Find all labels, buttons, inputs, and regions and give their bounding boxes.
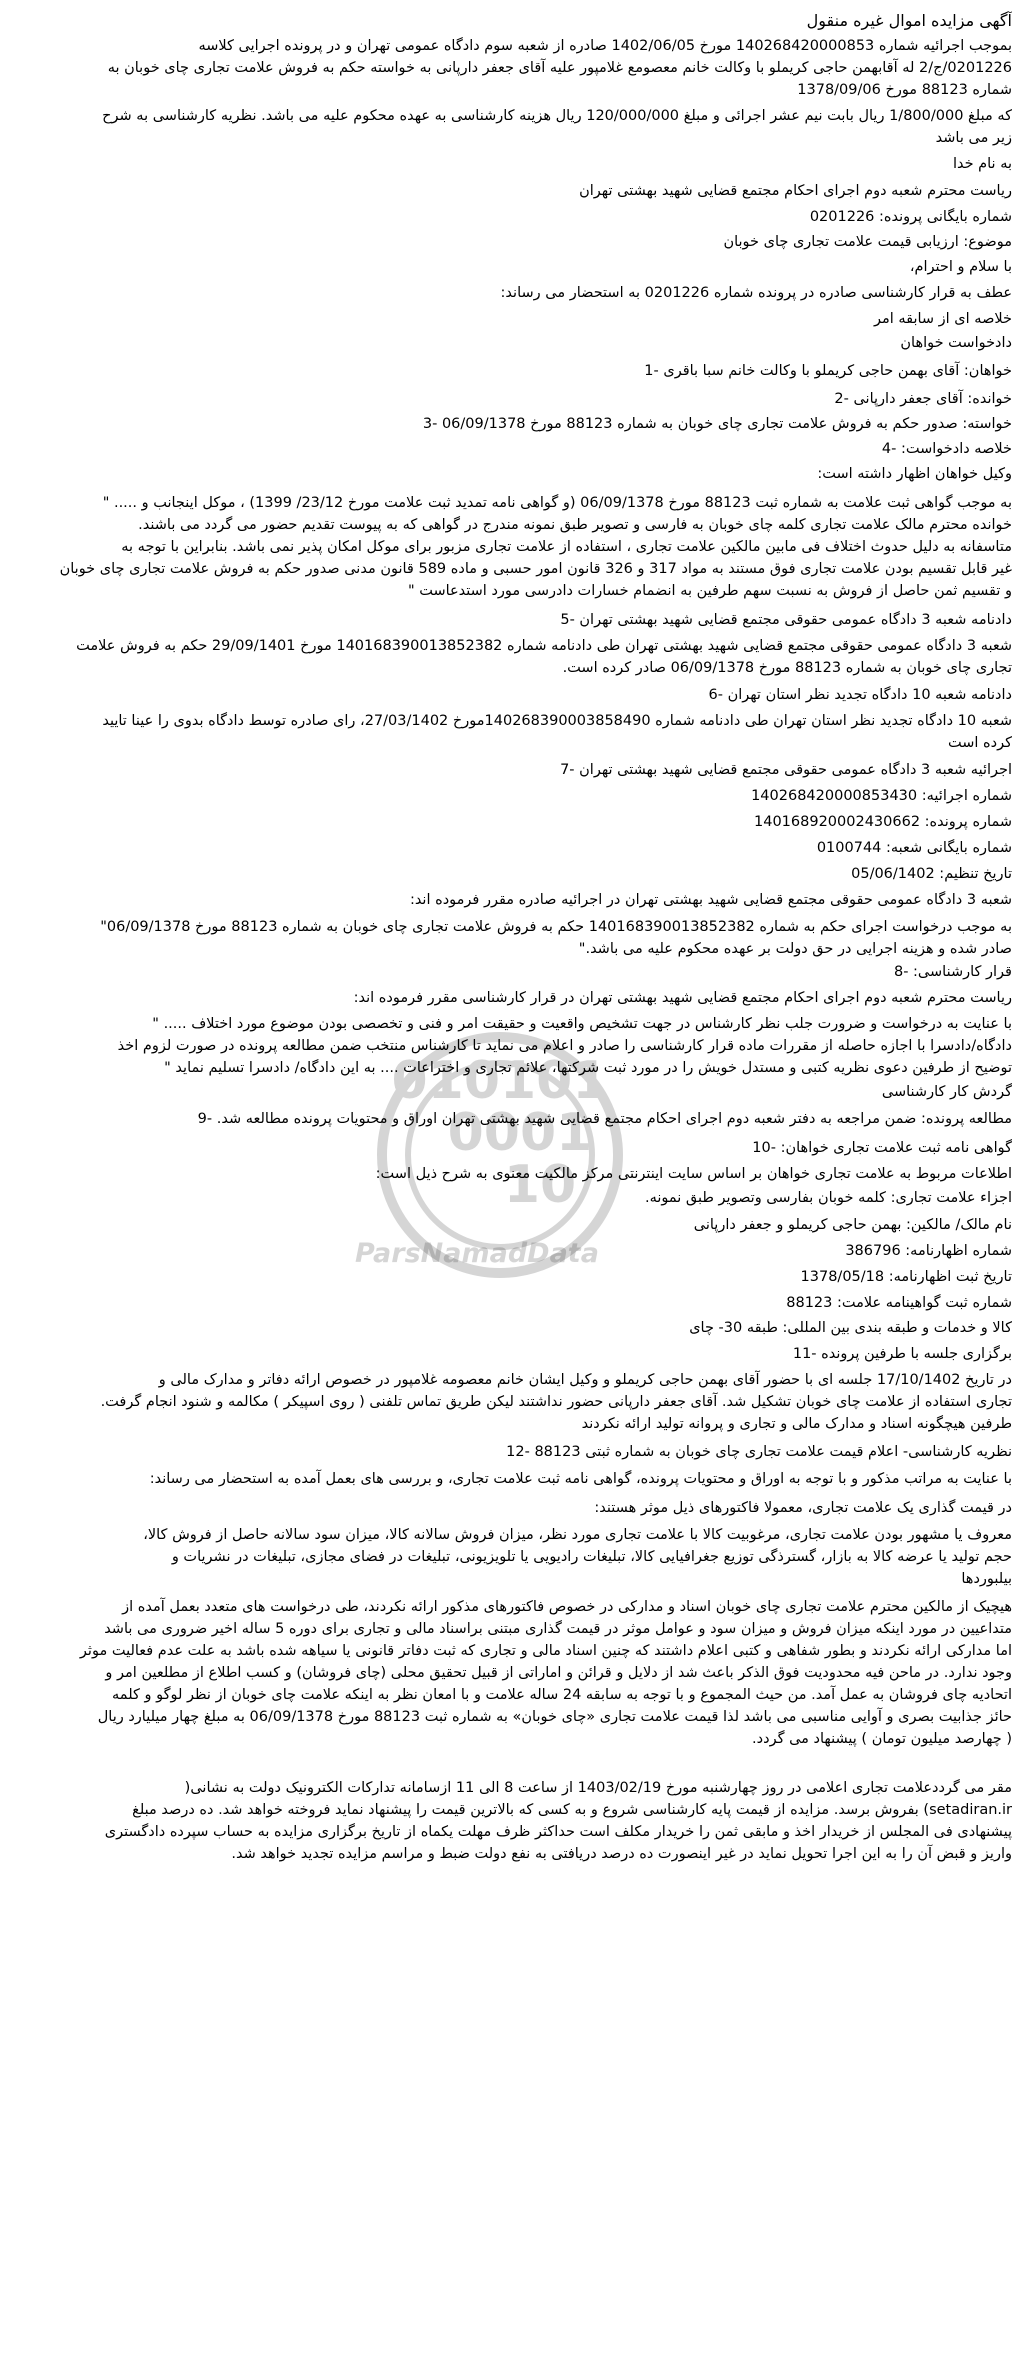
text-line: گردش کار کارشناسی [881, 1084, 1012, 1100]
text-line: دادگاه/دادسرا با اجازه حاصله از مقررات ماده قرار کارشناسی را صادر و اعلام می نماید تا کارشناس منتخب ضمن مطالعه پرونده در صورت لزوم اخذ [117, 1038, 1012, 1054]
text-line: خواسته: صدور حکم به فروش علامت تجاری چای خوبان به شماره 88123 مورخ 06/09/1378 -3 [422, 416, 1012, 432]
text-line: واریز و قبض آن را به این اجرا تحویل نماید در غیر اینصورت ده درصد دریافتی به نفع دولت ضبط و مراسم مزایده تجدید خواهد شد. [231, 1846, 1012, 1862]
text-line: مطالعه پرونده: ضمن مراجعه به دفتر شعبه دوم اجرای احکام مجتمع قضایی شهید بهشتی تهران اوراق و محتویات پرونده مطالعه شد. -9 [197, 1111, 1012, 1127]
text-line: 0201226/ج/2 له آقابهمن حاجی کریملو با وکالت خانم معصومع غلامپور علیه آقای جعفر دارپانی به خواسته حکم به فروش علامت تجاری چای خوبان به [107, 60, 1012, 76]
text-line: برگزاری جلسه با طرفین پرونده -11 [792, 1346, 1012, 1362]
text-line: دادنامه شعبه 3 دادگاه عمومی حقوقی مجتمع قضایی شهید بهشتی تهران -5 [560, 612, 1012, 628]
text-line: نظریه کارشناسی- اعلام قیمت علامت تجاری چای خوبان به شماره ثبتی 88123 -12 [506, 1444, 1012, 1460]
text-line: تجاری چای خوبان به شماره 88123 مورخ 06/09/1378 صادر کرده است. [562, 660, 1012, 676]
text-line: اجرائیه شعبه 3 دادگاه عمومی حقوقی مجتمع قضایی شهید بهشتی تهران -7 [560, 762, 1012, 778]
text-line: دادخواست خواهان [900, 335, 1012, 351]
text-line: بموجب اجرائیه شماره 140268420000853 مورخ 1402/06/05 صادره از شعبه سوم دادگاه عمومی تهران و در پرونده اجرایی کلاسه [198, 38, 1012, 54]
text-line: ریاست محترم شعبه دوم اجرای احکام مجتمع قضایی شهید بهشتی تهران در قرار کارشناسی مقرر فرموده اند: [353, 990, 1012, 1006]
text-line: توضیح از طرفین دعوی نظریه کتبی و مستدل خویش را در مورد ثبت شرکتها، علائم تجاری و اختراعات .... به این دادگاه/ دادسرا تسلیم نماید " [164, 1060, 1012, 1076]
text-line: با سلام و احترام، [909, 259, 1012, 275]
text-line: متاسفانه به دلیل حدوث اختلاف فی مابین مالکین علامت تجاری ، استفاده از علامت تجاری مزبور برای موکل امکان پذیر نمی باشد. بنابراین با توجه به [121, 539, 1012, 555]
text-line: موضوع: ارزیابی قیمت علامت تجاری چای خوبان [723, 234, 1012, 250]
text-line: عطف به قرار کارشناسی صادره در پرونده شماره 0201226 به استحضار می رساند: [500, 285, 1012, 301]
text-line: تجاری استفاده از علامت چای خوبان تشکیل شد. آقای جعفر دارپانی حضور نداشتند لیکن طریق تماس تلفنی ( روی اسپیکر ) مکالمه و شنود انجام گرفت. [100, 1394, 1012, 1410]
document-title: آگهی مزایده اموال غیره منقول [806, 11, 1012, 30]
text-line: شماره 88123 مورخ 1378/09/06 [797, 82, 1012, 98]
text-line: شعبه 3 دادگاه عمومی حقوقی مجتمع قضایی شهید بهشتی تهران در اجرائیه صادره مقرر فرموده اند: [409, 892, 1012, 908]
text-line: خلاصه دادخواست: -4 [881, 441, 1012, 457]
text-line: هیچیک از مالکین محترم علامت تجاری چای خوبان اسناد و مدارکی در خصوص فاکتورهای مذکور ارائه نکردند، طی درخواست های متعدد بعمل آمده از [122, 1599, 1012, 1615]
text-line: قرار کارشناسی: -8 [893, 964, 1012, 980]
text-line: که مبلغ 1/800/000 ریال بابت نیم عشر اجرائی و مبلغ 120/000/000 ریال هزینه کارشناسی به عهده محکوم علیه می باشد. نظریه کارشناسی به شرح [102, 108, 1012, 124]
text-line: حائز جذابیت بصری و آوایی مناسبی می باشد لذا قیمت علامت تجاری «چای خوبان» به شماره ثبت 88123 مورخ 06/09/1378 به مبلغ چهار میلیارد ریال [97, 1709, 1012, 1725]
text-line: اطلاعات مربوط به علامت تجاری خواهان بر اساس سایت اینترنتی مرکز مالکیت معنوی به شرح ذیل است: [375, 1166, 1012, 1182]
text-line: تاریخ تنظیم: 05/06/1402 [851, 866, 1012, 882]
text-line: شماره ثبت گواهینامه علامت: 88123 [786, 1295, 1012, 1311]
watermark-brand: ParsNamadData [355, 1238, 599, 1269]
text-line: ( چهارصد میلیون تومان ) پیشنهاد می گردد. [752, 1731, 1012, 1747]
text-line: خوانده محترم مالک علامت تجاری کلمه چای خوبان به فارسی و تصویر طبق نمونه مندرج در گواهی که به پیوست تقدیم حضور می گردد می باشند. [138, 517, 1012, 533]
text-line: دادنامه شعبه 10 دادگاه تجدید نظر استان تهران -6 [708, 687, 1012, 703]
text-line: اما مدارکی ارائه نکردند و بطور شفاهی و کتبی اعلام داشتند که چنین اسناد مالی و تجاری که ثبت دفاتر قانونی یا سیاهه شده باشد به علت عدم فعالیت موثر [79, 1643, 1012, 1659]
text-line: setadiran.ir) بفروش برسد. مزایده از قیمت پایه کارشناسی شروع و به کسی که بالاترین قیمت را پیشنهاد نماید فروخته خواهد شد. ده درصد مبلغ [132, 1802, 1012, 1818]
text-line: غیر قابل تقسیم بودن علامت تجاری فوق مستند به مواد 317 و 326 قانون امور حسبی و ماده 589 قانون مدنی صدور حکم به فروش علامت تجاری چای خوبان [59, 561, 1012, 577]
text-line: شماره اجرائیه: 140268420000853430 [751, 788, 1012, 804]
text-line: مقر می گرددعلامت تجاری اعلامی در روز چهارشنبه مورخ 1403/02/19 از ساعت 8 الی 11 ازسامانه تدارکات الکترونیک دولت به نشانی( [184, 1780, 1012, 1796]
text-line: به موجب گواهی ثبت علامت به شماره ثبت 88123 مورخ 06/09/1378 (و گواهی نامه تمدید ثبت علامت مورخ 23/12/ 1399) ، موکل اینجانب و ..... " [102, 495, 1012, 511]
text-line: نام مالک/ مالکین: بهمن حاجی کریملو و جعفر دارپانی [693, 1217, 1012, 1233]
text-line: معروف یا مشهور بودن علامت تجاری، مرغوبیت کالا با علامت تجاری مورد نظر، میزان فروش سالانه کالا، میزان سود سالانه حاصل از فروش کالا، [143, 1527, 1012, 1543]
text-line: حجم تولید یا عرضه کالا به بازار، گسترذگی توزیع جغرافیایی کالا، تبلیغات رادیویی یا تلویزیونی، تبلیغات در فضای مجازی، تبلیغات در نشریات و [171, 1549, 1012, 1565]
text-line: بیلبوردها [961, 1571, 1012, 1587]
text-line: اجزاء علامت تجاری: کلمه خوبان بفارسی وتصویر طبق نمونه. [645, 1190, 1012, 1206]
text-line: شماره بایگانی پرونده: 0201226 [809, 209, 1012, 225]
text-line: به نام خدا [952, 156, 1012, 172]
text-line: در قیمت گذاری یک علامت تجاری، معمولا فاکتورهای ذیل موثر هستند: [594, 1500, 1012, 1516]
text-line: شماره پرونده: 140168920002430662 [754, 814, 1012, 830]
text-line: به موجب درخواست اجرای حکم به شماره 140168390013852382 حکم به فروش علامت تجاری چای خوبان به شماره 88123 مورخ 06/09/1378" [100, 919, 1012, 935]
text-line: وکیل خواهان اظهار داشته است: [817, 466, 1012, 482]
watermark-digits-1: 010101 [391, 1051, 609, 1111]
text-line: کالا و خدمات و طبقه بندی بین المللی: طبقه 30- چای [689, 1320, 1012, 1336]
text-line: شعبه 10 دادگاه تجدید نظر استان تهران طی دادنامه شماره 140268390003858490مورخ 27/03/1402، رای صادره توسط دادگاه بدوی را عینا تایید [102, 713, 1012, 729]
text-line: اتحادیه چای فروشان به عمل آمد. من حیث المجموع و با توجه به سابقه 24 ساله علامت و با امعان نظر به اینکه علامت چای خوبان از نظر لوگو و کلمه [112, 1687, 1012, 1703]
watermark-digits-3: 10 [503, 1155, 577, 1215]
text-line: خواهان: آقای بهمن حاجی کریملو با وکالت خانم سبا باقری -1 [644, 363, 1012, 379]
text-line: متداعیین در مورد اینکه میزان فروش و میزان سود و عوامل موثر در قیمت گذاری مبتنی براسناد مالی و تجاری برای دوره 5 ساله اخیر ضروری می باشد [104, 1621, 1012, 1637]
text-line: زیر می باشد [935, 130, 1012, 146]
text-line: طرفین هیچگونه اسناد و مدارک مالی و تجاری و پروانه تولید ارائه نکردند [581, 1416, 1012, 1432]
text-line: کرده است [948, 735, 1012, 751]
watermark-digits-2: 0001 [447, 1103, 593, 1163]
text-line: وجود ندارد. در ماحن فیه محدودیت فوق الذکر باعث شد از دلایل و قرائن و اماراتی از قبیل تحقیق محلی (چای فروشان) و کسب اطلاع از مطلعین امر و [105, 1665, 1012, 1681]
text-line: شعبه 3 دادگاه عمومی حقوقی مجتمع قضایی شهید بهشتی تهران طی دادنامه شماره 140168390013852382 مورخ 29/09/1401 حکم به فروش علامت [76, 638, 1012, 654]
text-line: شماره بایگانی شعبه: 0100744 [816, 840, 1012, 856]
text-line: با عنایت به مراتب مذکور و با توجه به اوراق و محتویات پرونده، گواهی نامه ثبت علامت تجاری، و بررسی های بعمل آمده به استحضار می رساند: [149, 1471, 1012, 1487]
text-line: ریاست محترم شعبه دوم اجرای احکام مجتمع قضایی شهید بهشتی تهران [579, 183, 1012, 199]
text-line: شماره اظهارنامه: 386796 [845, 1243, 1012, 1259]
text-line: خلاصه ای از سابقه امر [873, 311, 1012, 327]
text-line: در تاریخ 17/10/1402 جلسه ای با حضور آقای بهمن حاجی کریملو و وکیل ایشان خانم معصومه غلامپور در خصوص ارائه دفاتر و مدارک مالی و [158, 1372, 1012, 1388]
text-line: صادر شده و هزینه اجرایی در حق دولت بر عهده محکوم علیه می باشد." [578, 941, 1012, 957]
text-line: و تقسیم ثمن حاصل از فروش به نسبت سهم طرفین به انضمام خسارات دادرسی مورد استدعاست " [407, 583, 1012, 599]
text-line: خوانده: آقای جعفر دارپانی -2 [834, 391, 1012, 407]
text-line: پیشنهادی فی المجلس از خریدار اخذ و مابقی ثمن را خریدار مکلف است حداکثر ظرف مهلت یکماه از تاریخ برگزاری مزایده به حساب سپرده دادگستری [104, 1824, 1012, 1840]
text-line: گواهی نامه ثبت علامت تجاری خواهان: -10 [752, 1140, 1012, 1156]
text-line: با عنایت به درخواست و ضرورت جلب نظر کارشناس در جهت تشخیص واقعیت و حقیقت امر و فنی و تخصصی بودن موضوع مورد اختلاف ..... " [152, 1016, 1012, 1032]
text-line: تاریخ ثبت اظهارنامه: 1378/05/18 [800, 1269, 1012, 1285]
